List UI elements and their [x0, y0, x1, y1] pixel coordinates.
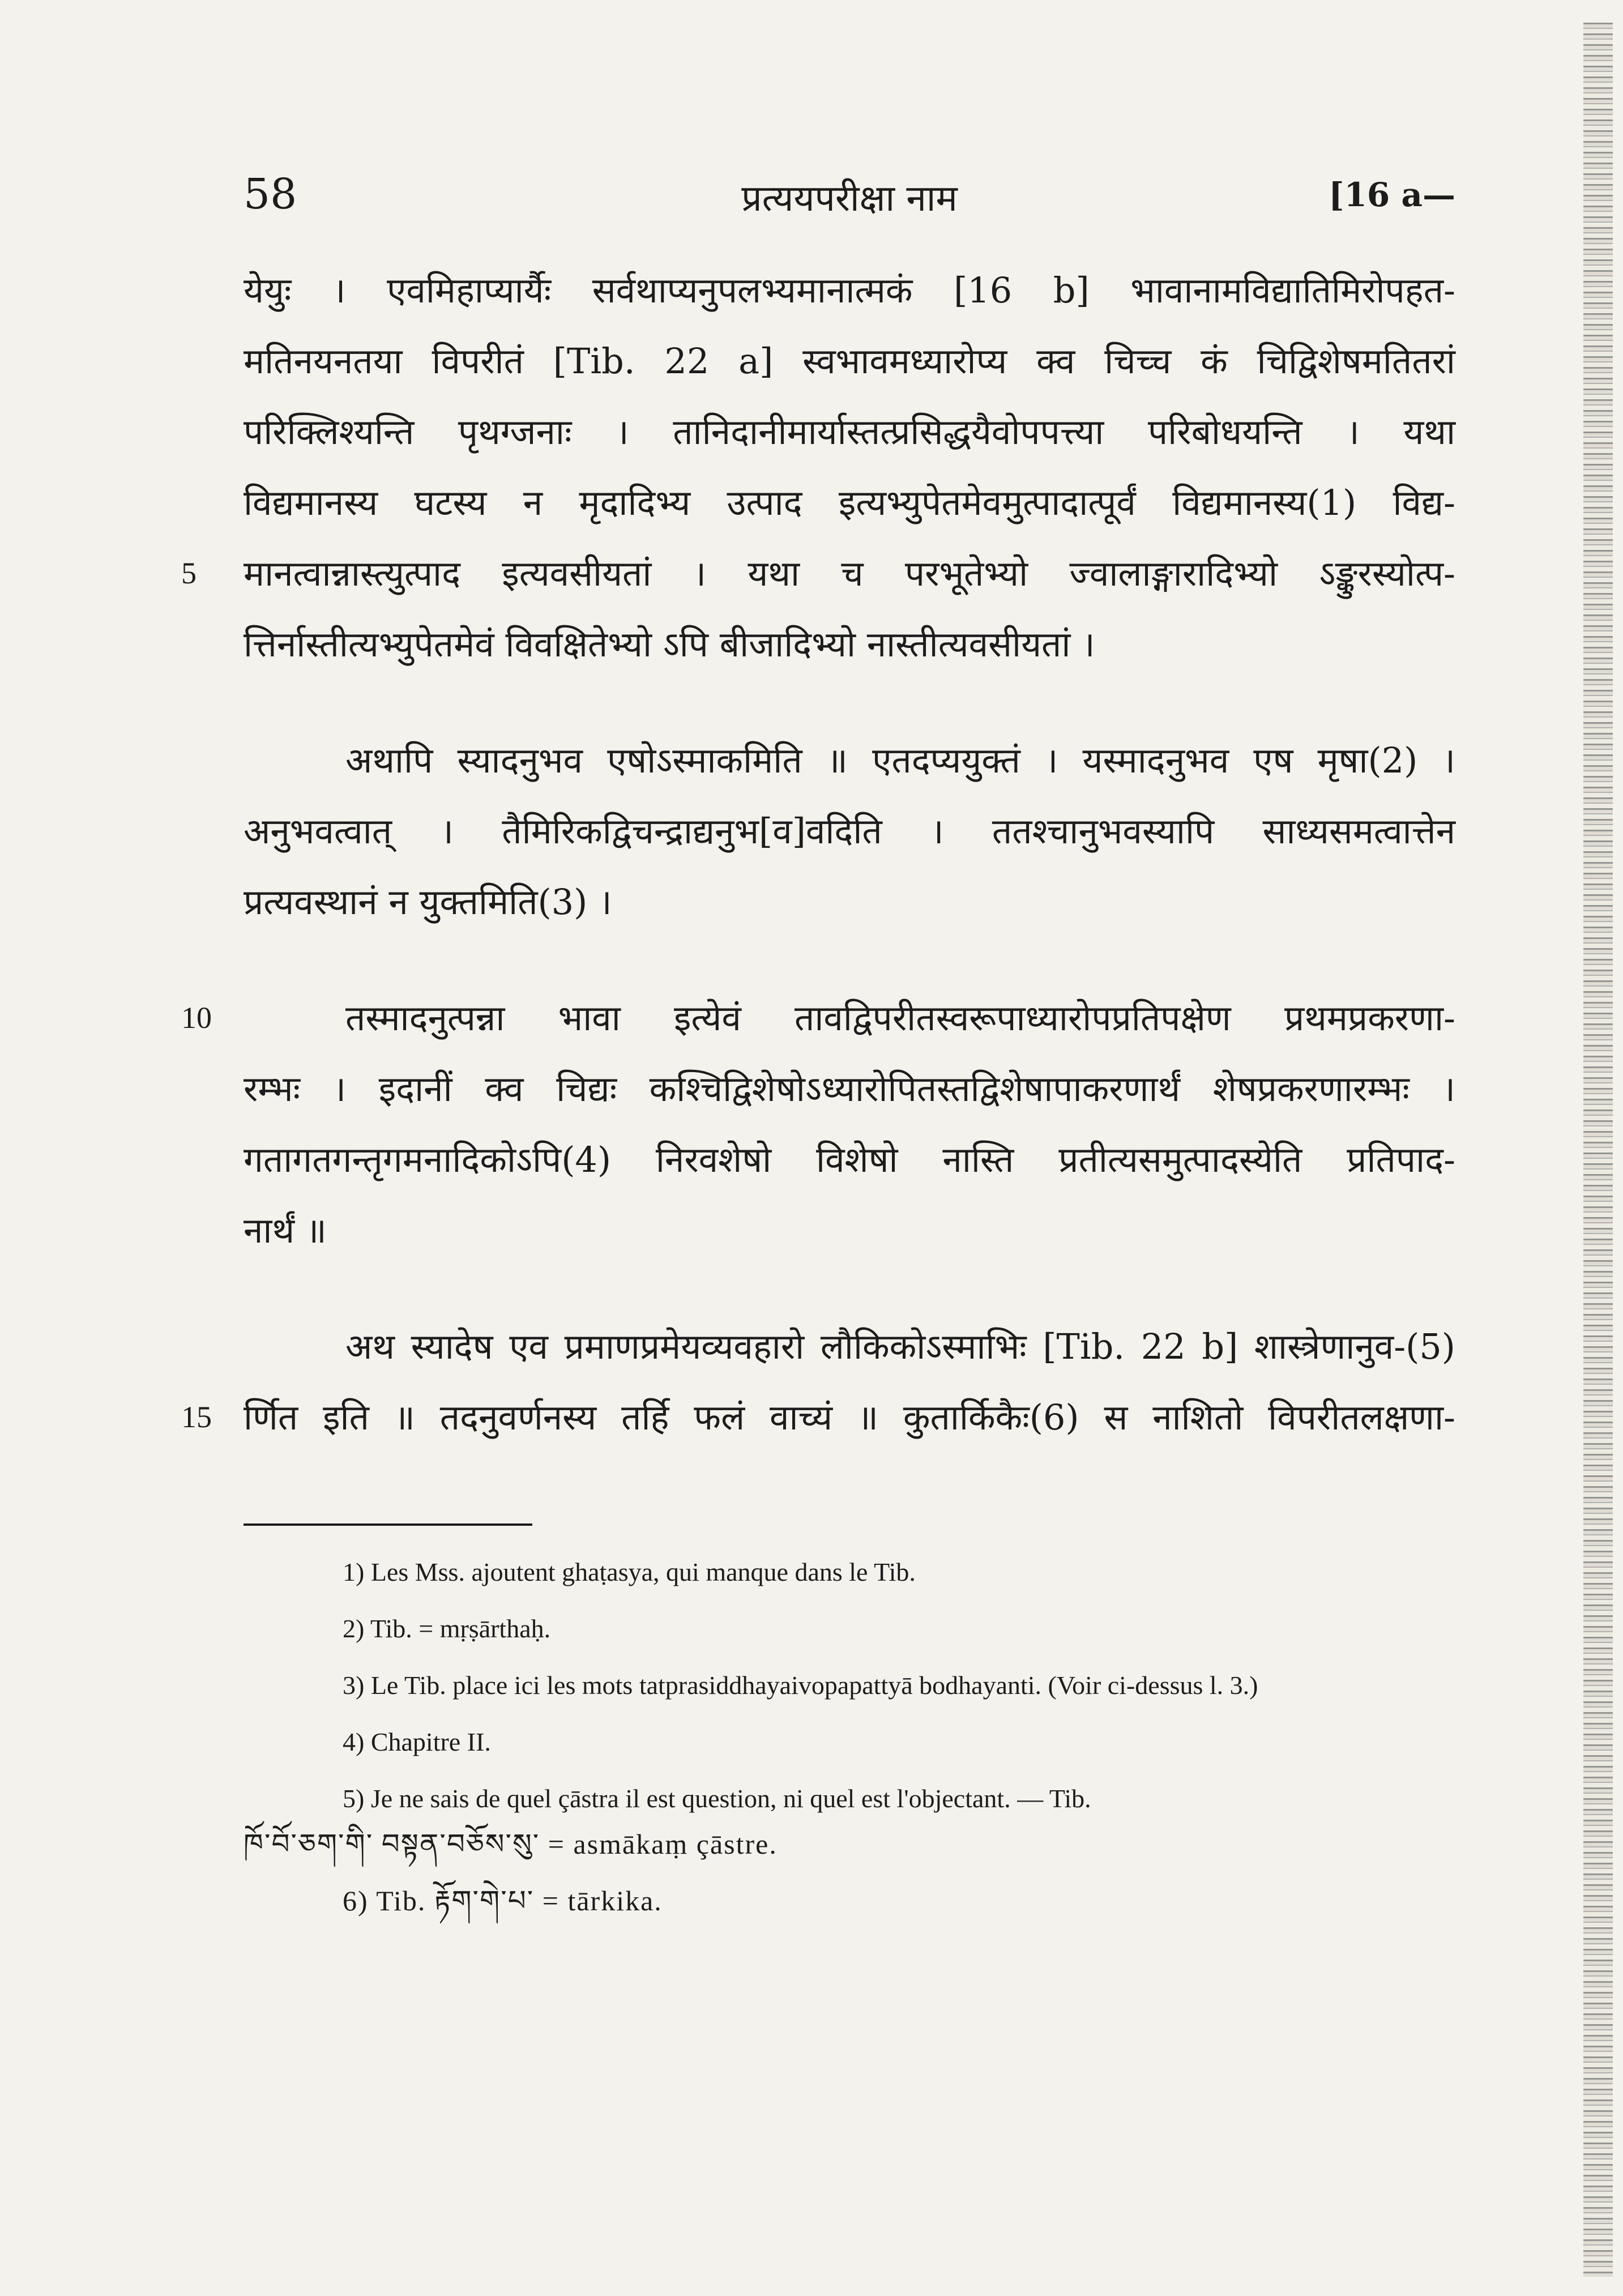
- text-line: [181, 983, 1455, 1053]
- line-text: परिक्लिश्यन्ति पृथग्जनाः । तानिदानीमार्यास्तत्प्रसिद्धयैवोपपत्त्या परिबोधयन्ति । यथा: [244, 411, 1455, 453]
- text-line: [244, 1124, 1455, 1195]
- text-line: [244, 1195, 1455, 1266]
- scanned-book-edge: [1583, 23, 1613, 2277]
- line-text: त्तिर्नास्तीत्यभ्युपेतमेवं विवक्षितेभ्यो ऽपि बीजादिभ्यो नास्तीत्यवसीयतां ।: [244, 624, 1095, 665]
- running-title: प्रत्ययपरीक्षा नाम: [741, 178, 958, 220]
- line-number: 10: [181, 1001, 212, 1035]
- text-line: [181, 538, 1455, 609]
- line-text: गतागतगन्तृगमनादिकोऽपि(4) निरवशेषो विशेषो नास्ति प्रतीत्यसमुत्पादस्येति प्रतिपाद-: [244, 1139, 1455, 1180]
- footnote-5-tibetan: ཁོ་བོ་ཅག་གི་ བསྟན་བཅོས་སུ་ = asmākaṃ çāstre.: [244, 1828, 778, 1860]
- line-text: र्णित इति ॥ तदनुवर्णनस्य तर्हि फलं वाच्यं ॥ कुतार्किकैः(6) स नाशितो विपरीतलक्षणा-: [244, 1397, 1455, 1438]
- line-text: अथापि स्यादनुभव एषोऽस्माकमिति ॥ एतदप्ययुक्तं । यस्मादनुभव एष मृषा(2) ।: [345, 740, 1455, 781]
- line-text: मतिनयनतया विपरीतं [Tib. 22 a] स्वभावमध्यारोप्य क्व चिच्च कं चिद्विशेषमतितरां: [244, 340, 1455, 382]
- line-text: नार्थं ॥: [244, 1210, 327, 1251]
- text-line: [244, 609, 1455, 680]
- text-line: [181, 1382, 1455, 1453]
- text-line: [244, 255, 1455, 326]
- line-text: विद्यमानस्य घटस्य न मृदादिभ्य उत्पाद इत्यभ्युपेतमेवमुत्पादात्पूर्वं विद्यमानस्य(1) विद्य-: [244, 482, 1455, 523]
- text-line: [244, 326, 1455, 396]
- footnote-4: 4) Chapitre II.: [343, 1727, 491, 1756]
- text-line: [244, 867, 1455, 937]
- footnote-5: 5) Je ne sais de quel çāstra il est question, ni quel est l'objectant. — Tib.: [343, 1784, 1091, 1813]
- line-number: 15: [181, 1400, 212, 1434]
- page-number: 58: [244, 170, 297, 219]
- line-text: मानत्वान्नास्त्युत्पाद इत्यवसीयतां । यथा च परभूतेभ्यो ज्वालाङ्गारादिभ्यो ऽङ्कुरस्योत्प-: [244, 553, 1455, 594]
- line-text: अनुभवत्वात् । तैमिरिकद्विचन्द्राद्यनुभ[व]वदिति । ततश्चानुभवस्यापि साध्यसमत्वात्तेन: [244, 810, 1455, 852]
- section-reference: [16 a—: [1329, 176, 1455, 214]
- line-text: तस्मादनुत्पन्ना भावा इत्येवं तावद्विपरीतस्वरूपाध्यारोपप्रतिपक्षेण प्रथमप्रकरणा-: [345, 997, 1455, 1039]
- footnote-3: 3) Le Tib. place ici les mots tatprasiddhayaivopapattyā bodhayanti. (Voir ci-dessus l. 3.): [343, 1671, 1258, 1700]
- line-text: अथ स्यादेष एव प्रमाणप्रमेयव्यवहारो लौकिकोऽस्माभिः [Tib. 22 b] शास्त्रेणानुव-(5): [345, 1326, 1455, 1367]
- footnotes: [244, 1552, 1455, 1937]
- footnote-rule: [244, 1523, 532, 1526]
- footnote-1: 1) Les Mss. ajoutent ghaṭasya, qui manque dans le Tib.: [343, 1557, 916, 1586]
- page-header: [244, 164, 1455, 232]
- text-line: [244, 796, 1455, 867]
- footnote-2: 2) Tib. = mṛṣārthaḥ.: [343, 1614, 551, 1643]
- text-line: [244, 1053, 1455, 1124]
- line-text: येयुः । एवमिहाप्यार्यैः सर्वथाप्यनुपलभ्यमानात्मकं [16 b] भावानामविद्यातिमिरोपहत-: [244, 270, 1455, 311]
- text-line: [244, 1311, 1455, 1382]
- text-line: [244, 396, 1455, 467]
- main-text: [181, 255, 1455, 1453]
- line-text: प्रत्यवस्थानं न युक्तमिति(3) ।: [244, 881, 612, 923]
- line-text: रम्भः । इदानीं क्व चिद्यः कश्चिद्विशेषोऽध्यारोपितस्तद्विशेषापाकरणार्थं शेषप्रकरणारम्भः ।: [244, 1068, 1455, 1109]
- footnote-6: 6) Tib. རྟོག་གེ་པ་ = tārkika.: [343, 1885, 663, 1917]
- line-number: 5: [181, 556, 197, 590]
- text-line: [244, 467, 1455, 538]
- text-line: [244, 725, 1455, 796]
